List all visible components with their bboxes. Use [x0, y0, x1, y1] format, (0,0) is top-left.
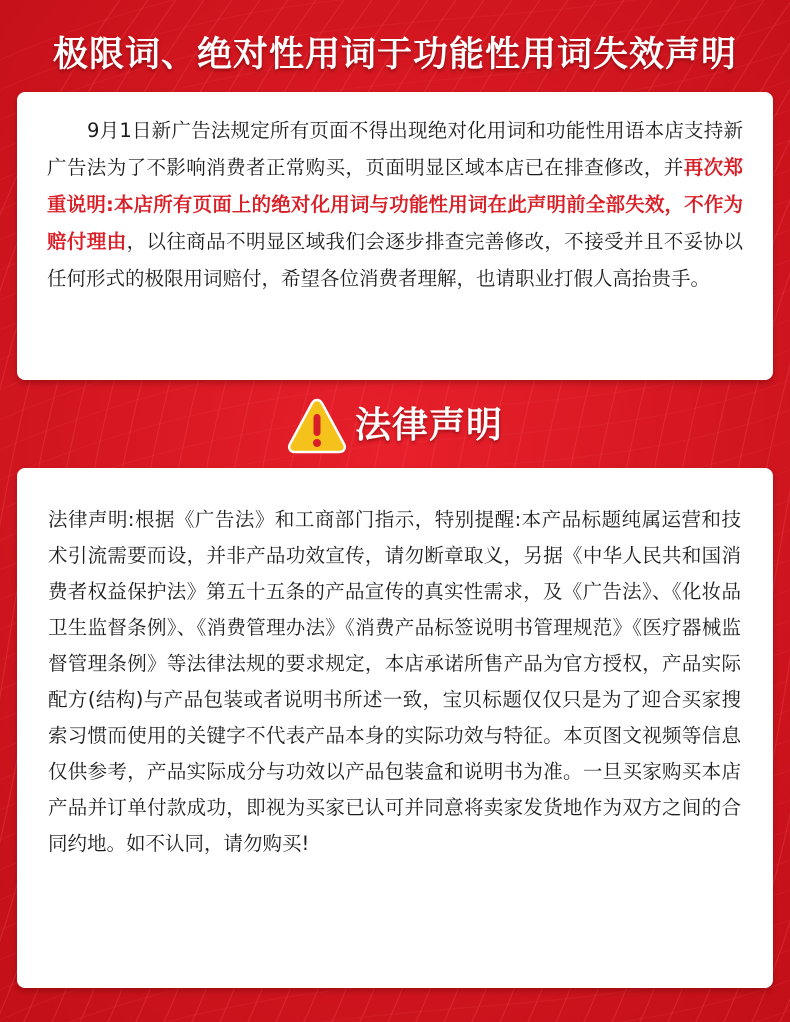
disclaimer-text-emphasis: 再次郑重说明:本店所有页面上的绝对化用词与功能性用词在此声明前全部失效，不作为赔付理由 — [47, 156, 743, 253]
disclaimer-text-closing: ，以往商品不明显区域我们会逐步排查完善修改，不接受并且不妥协以任何形式的极限用词赔付，希望各位消费者理解，也请职业打假人高抬贵手。 — [47, 230, 743, 290]
disclaimer-text — [47, 112, 743, 297]
legal-card — [17, 468, 773, 988]
legal-heading — [0, 394, 790, 458]
disclaimer-title: 极限词、绝对性用词于功能性用词失效声明 — [52, 35, 737, 75]
disclaimer-card — [17, 92, 773, 380]
legal-text: 法律声明:根据《广告法》和工商部门指示，特别提醒:本产品标题纯属运营和技术引流需要而设，并非产品功效宣传，请勿断章取义，另据《中华人民共和国消费者权益保护法》第五十五条的产品宣传的真实性需求，及《广告法》、《化妆品卫生监督条例》、《消费管理办法》《消费产品标签说明书管理规范》《医疗器械监督管理条例》等法律法规的要求规定，本店承诺所售产品为官方授权，产品实际配方(结构)与产品包装或者说明书所述一致，宝贝标题仅仅只是为了迎合买家搜索习惯而使用的关键字不代表产品本身的实际功效与特征。本页图文视频等信息仅供参考，产品实际成分与功效以产品包装盒和说明书为准。一旦买家购买本店产品并订单付款成功，即视为买家已认可并同意将卖家发货地作为双方之间的合同约地。如不认同，请勿购买! — [48, 508, 741, 855]
disclaimer-text-intro: 9月1日新广告法规定所有页面不得出现绝对化用词和功能性用语本店支持新广告法为了不影响消费者正常购买，页面明显区域本店已在排查修改，并 — [47, 119, 743, 179]
legal-title: 法律声明 — [354, 405, 503, 446]
warning-icon — [287, 397, 347, 455]
